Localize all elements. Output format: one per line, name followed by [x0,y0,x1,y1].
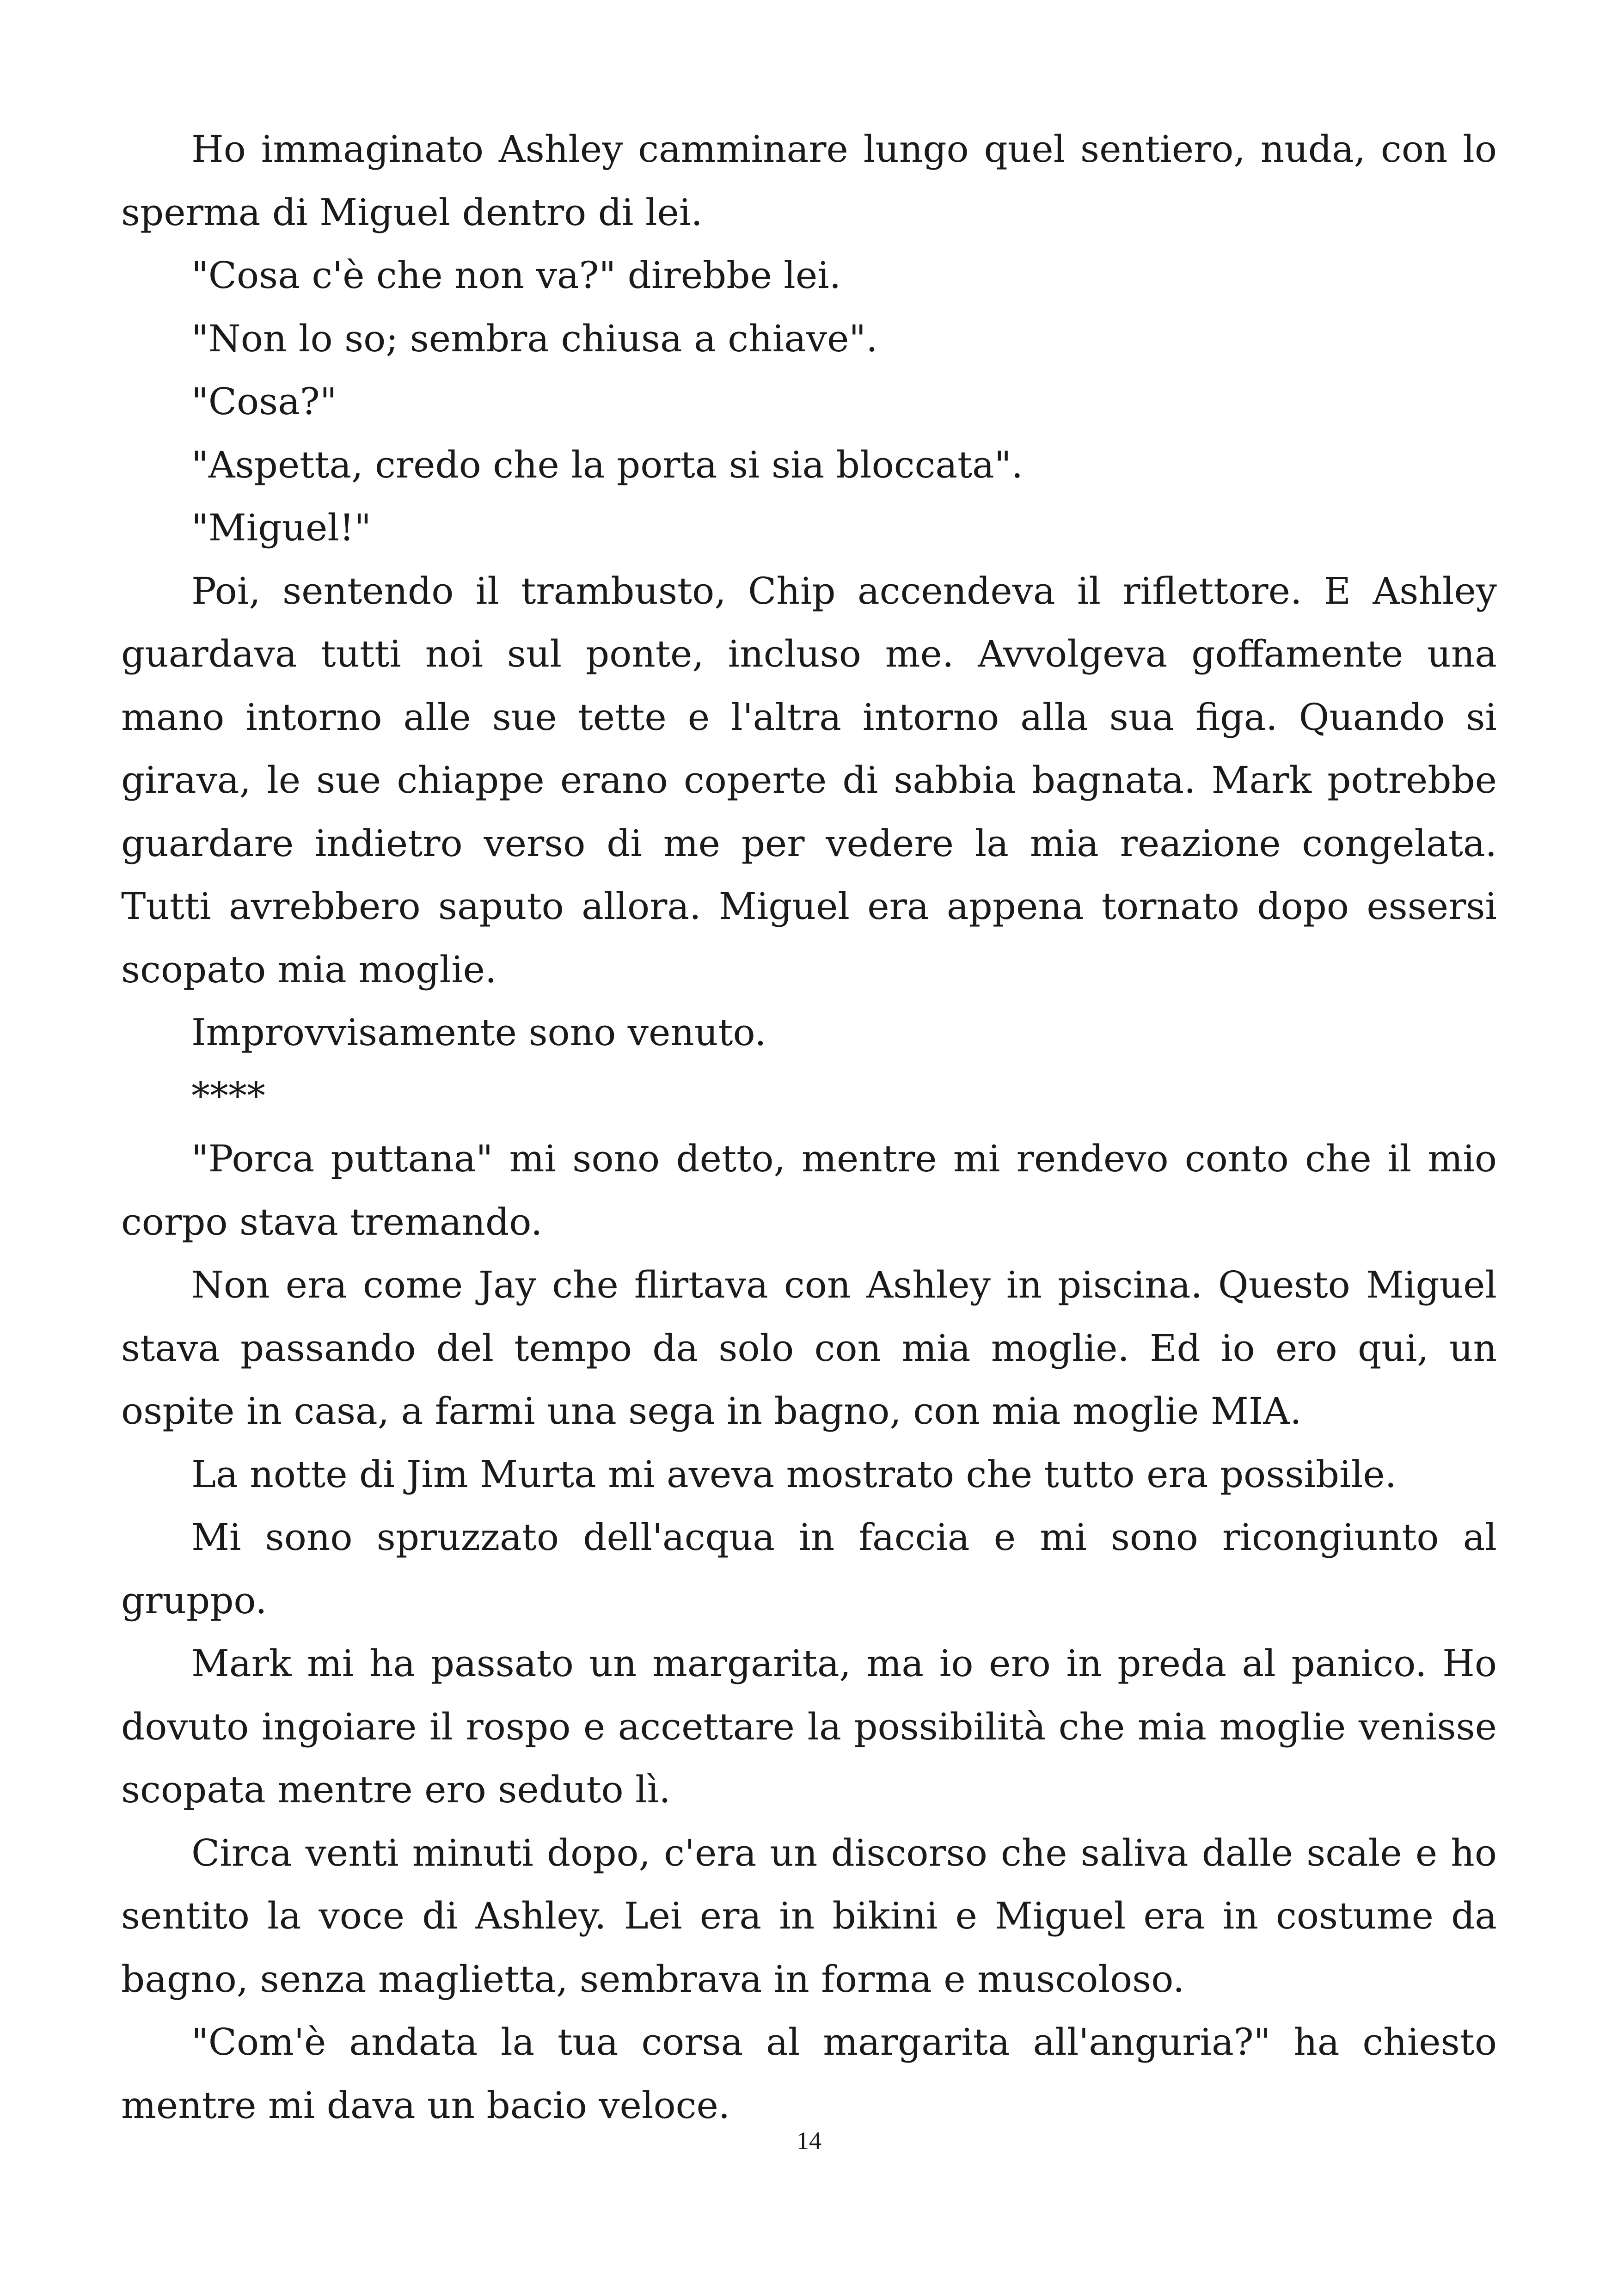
paragraph: Mi sono spruzzato dell'acqua in faccia e mi sono ricongiunto al gruppo. [121,1516,1497,1622]
paragraph: Ho immaginato Ashley camminare lungo quel sentiero, nuda, con lo sperma di Miguel dentro di lei. [121,128,1497,234]
paragraph: Improvvisamente sono venuto. [191,1011,766,1054]
page-number: 14 [797,2127,821,2155]
paragraph: "Cosa c'è che non va?" direbbe lei. [191,254,841,297]
body-text [121,118,1497,2137]
paragraph: La notte di Jim Murta mi aveva mostrato che tutto era possibile. [191,1452,1397,1496]
paragraph: Non era come Jay che flirtava con Ashley in piscina. Questo Miguel stava passando del tempo da solo con mia moglie. Ed io ero qui, un ospite in casa, a farmi una sega in bagno, con mia moglie MIA. [121,1263,1497,1433]
paragraph: Mark mi ha passato un margarita, ma io ero in preda al panico. Ho dovuto ingoiare il rospo e accettare la possibilità che mia moglie venisse scopata mentre ero seduto lì. [121,1642,1497,1811]
paragraph: "Porca puttana" mi sono detto, mentre mi rendevo conto che il mio corpo stava tremando. [121,1137,1497,1243]
paragraph: "Cosa?" [191,380,337,423]
paragraph: Circa venti minuti dopo, c'era un discorso che saliva dalle scale e ho sentito la voce di Ashley. Lei era in bikini e Miguel era in costume da bagno, senza maglietta, sembrava in forma e muscoloso. [121,1831,1497,2001]
paragraph: "Non lo so; sembra chiusa a chiave". [191,317,878,360]
paragraph: "Miguel!" [191,506,371,549]
paragraph: Poi, sentendo il trambusto, Chip accendeva il riflettore. E Ashley guardava tutti noi sul ponte, incluso me. Avvolgeva goffamente una mano intorno alle sue tette e l'altra intorno alla sua figa. Quando si girava, le sue chiappe erano coperte di sabbia bagnata. Mark potrebbe guardare indietro verso di me per vedere la mia reazione congelata. Tutti avrebbero saputo allora. Miguel era appena tornato dopo essersi scopato mia moglie. [121,569,1497,991]
section-break: **** [191,1074,265,1117]
paragraph: "Aspetta, credo che la porta si sia bloccata". [191,443,1024,486]
paragraph: "Com'è andata la tua corsa al margarita all'anguria?" ha chiesto mentre mi dava un bacio veloce. [121,2020,1497,2127]
